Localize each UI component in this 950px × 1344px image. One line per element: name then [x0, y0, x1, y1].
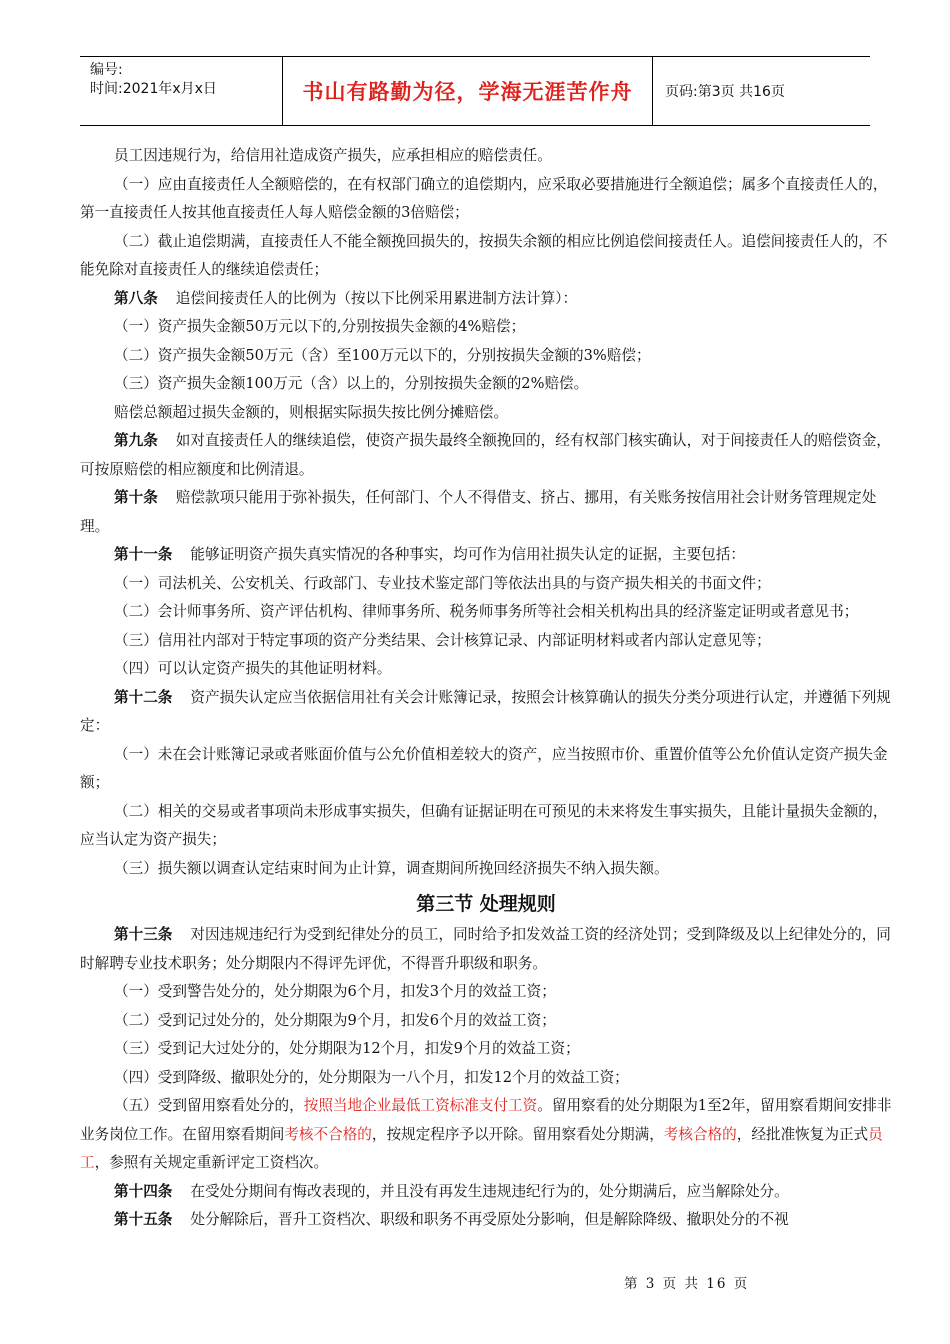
page-footer: 第 3 页 共 16 页: [624, 1276, 750, 1292]
list-item: （二）受到记过处分的，处分期限为9个月，扣发6个月的效益工资；: [114, 1011, 556, 1029]
article-13: [80, 921, 892, 978]
list-item: （一）司法机关、公安机关、行政部门、专业技术鉴定部门等依法出具的与资产损失相关的书面文件；: [114, 574, 771, 592]
highlighted-text: 员工: [80, 1125, 883, 1171]
document-number-label: 编号:: [90, 62, 123, 78]
article-title: 第十二条: [114, 688, 173, 706]
list-item: （二）相关的交易或者事项尚未形成事实损失，但确有证据证明在可预见的未来将发生事实损失，且能计量损失金额的，应当认定为资产损失；: [80, 802, 888, 848]
list-item: （二）会计师事务所、资产评估机构、律师事务所、税务师事务所等社会相关机构出具的经济鉴定证明或者意见书；: [114, 603, 859, 620]
list-item: （三）信用社内部对于特定事项的资产分类结果、会计核算记录、内部证明材料或者内部认定意见等；: [114, 631, 771, 649]
list-item: （四）受到降级、撤职处分的，处分期限为一八个月，扣发12个月的效益工资；: [114, 1068, 629, 1086]
article-12: [80, 684, 892, 741]
article-text: 追偿间接责任人的比例为（按以下比例采用累进制方法计算）：: [175, 289, 578, 307]
text-run: ，参照有关规定重新评定工资档次。: [94, 1154, 329, 1171]
section-heading: 第三节 处理规则: [416, 893, 556, 915]
text-run: ，经批准恢复为正式: [736, 1125, 869, 1143]
article-10: [80, 484, 892, 541]
list-item: [80, 1092, 892, 1178]
article-title: 第十条: [114, 489, 158, 506]
paragraph: 员工因违规行为，给信用社造成资产损失，应承担相应的赔偿责任。: [114, 147, 552, 164]
article-title: 第九条: [114, 432, 158, 449]
paragraph: 赔偿总额超过损失金额的，则根据实际损失按比例分摊赔偿。: [114, 403, 509, 421]
list-item: （三）资产损失金额100万元（含）以上的，分别按损失金额的2%赔偿。: [114, 375, 589, 392]
article-title: 第十五条: [114, 1211, 173, 1228]
article-text: 在受处分期间有悔改表现的，并且没有再发生违规违纪行为的，处分期满后，应当解除处分。: [190, 1182, 789, 1200]
highlighted-text: 考核不合格的: [284, 1125, 372, 1143]
text-run: 。留用察看的处分期限为1至2年，留用察看期间安排非业务岗位工作。在留用察看期间: [80, 1097, 892, 1143]
article-14: [80, 1178, 892, 1207]
text-run: ，按规定程序予以开除。留用察看处分期满，: [371, 1125, 664, 1143]
article-title: 第十三条: [114, 926, 173, 943]
list-item: （三）损失额以调查认定结束时间为止计算，调查期间所挽回经济损失不纳入损失额。: [114, 859, 669, 877]
text-run: （五）受到留用察看处分的，: [114, 1097, 304, 1114]
article-15: [80, 1206, 892, 1235]
header-page-info: 页码:第3页 共16页: [665, 84, 785, 100]
list-item: （四）可以认定资产损失的其他证明材料。: [114, 660, 392, 677]
document-time: 时间:2021年x月x日: [90, 81, 217, 97]
list-item: （一）受到警告处分的，处分期限为6个月，扣发3个月的效益工资；: [114, 983, 556, 1000]
list-item: （二）资产损失金额50万元（含）至100万元以下的，分别按损失金额的3%赔偿；: [114, 346, 651, 364]
article-text: 如对直接责任人的继续追偿，使资产损失最终全额挽回的，经有权部门核实确认，对于间接责任人的赔偿资金，可按原赔偿的相应额度和比例清退。: [80, 432, 891, 478]
list-item: （三）受到记大过处分的，处分期限为12个月，扣发9个月的效益工资；: [114, 1040, 580, 1057]
header-meta: [80, 57, 283, 125]
page-header: [80, 56, 870, 126]
list-item: （一）资产损失金额50万元以下的,分别按损失金额的4%赔偿；: [114, 318, 526, 335]
article-8: [80, 285, 892, 314]
paragraph: （一）应由直接责任人全额赔偿的，在有权部门确立的追偿期内，应采取必要措施进行全额追偿；属多个直接责任人的，第一直接责任人按其他直接责任人每人赔偿金额的3倍赔偿；: [80, 175, 888, 221]
highlighted-text: 按照当地企业最低工资标准支付工资: [303, 1097, 538, 1114]
article-text: 对因违规违纪行为受到纪律处分的员工，同时给予扣发效益工资的经济处罚；受到降级及以上纪律处分的，同时解聘专业技术职务；处分期限内不得评先评优，不得晋升职级和职务。: [80, 926, 891, 972]
highlighted-text: 考核合格的: [663, 1125, 737, 1143]
paragraph: （二）截止追偿期满，直接责任人不能全额挽回损失的，按损失余额的相应比例追偿间接责任人。追偿间接责任人的，不能免除对直接责任人的继续追偿责任；: [80, 232, 888, 278]
article-title: 第十四条: [114, 1182, 173, 1200]
article-text: 赔偿款项只能用于弥补损失，任何部门、个人不得借支、挤占、挪用，有关账务按信用社会计财务管理规定处理。: [80, 489, 877, 535]
list-item: （一）未在会计账簿记录或者账面价值与公允价值相差较大的资产，应当按照市价、重置价值等公允价值认定资产损失金额；: [80, 745, 888, 791]
article-text: 处分解除后，晋升工资档次、职级和职务不再受原处分影响，但是解除降级、撤职处分的不视: [190, 1211, 789, 1228]
article-11: [80, 541, 892, 570]
article-text: 能够证明资产损失真实情况的各种事实，均可作为信用社损失认定的证据，主要包括：: [190, 546, 745, 563]
header-motto: 书山有路勤为径，学海无涯苦作舟: [283, 57, 653, 125]
article-title: 第十一条: [114, 546, 173, 563]
article-9: [80, 427, 892, 484]
article-text: 资产损失认定应当依据信用社有关会计账簿记录，按照会计核算确认的损失分类分项进行认定，并遵循下列规定：: [80, 688, 891, 734]
document-body: [80, 142, 892, 1235]
article-title: 第八条: [114, 289, 158, 307]
